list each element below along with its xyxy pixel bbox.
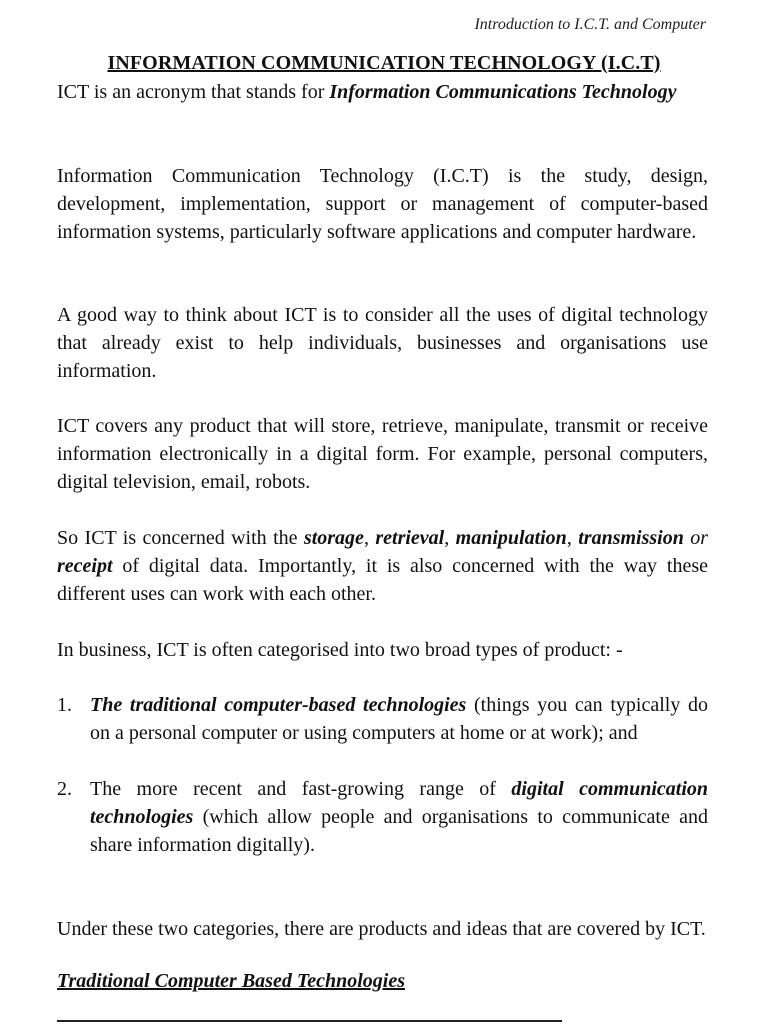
list-number: 1. — [57, 694, 72, 716]
text-run: (which allow people and organisations to communicate and share information digitally). — [90, 806, 708, 856]
list-item-text — [90, 778, 708, 856]
emphasized-text: digital communication technologies — [90, 778, 708, 828]
text-run: Information Communication Technology (I.C.T) is the study, design, development, implementation, support or management of computer-based information systems, particularly software applications and computer hardware. — [57, 165, 708, 243]
section-subheading: Traditional Computer Based Technologies — [57, 970, 405, 992]
text-run: The more recent and fast-growing range of — [90, 778, 512, 800]
emphasized-text: manipulation — [455, 527, 567, 549]
emphasized-text: receipt — [57, 555, 113, 577]
emphasized-text: The traditional computer-based technologies — [90, 694, 467, 716]
emphasized-text: Information Communications Technology — [329, 81, 677, 103]
emphasized-text: or — [683, 527, 709, 549]
page-title: INFORMATION COMMUNICATION TECHNOLOGY (I.C.T) — [107, 52, 661, 74]
text-run: A good way to think about ICT is to consider all the uses of digital technology that already exist to help individuals, businesses and organisations use information. — [57, 304, 708, 382]
paragraph-definition — [57, 162, 708, 246]
paragraph-categories — [57, 915, 708, 943]
text-run: So ICT is concerned with the — [57, 527, 304, 549]
list-item-text — [90, 694, 708, 744]
text-run: ICT is an acronym that stands for — [57, 81, 330, 103]
paragraph-concerns — [57, 524, 708, 608]
text-run: ICT covers any product that will store, retrieve, manipulate, transmit or receive information electronically in a digital form. For example, personal computers, digital television, email, robots. — [57, 415, 708, 493]
paragraph-acronym — [57, 78, 708, 106]
emphasized-text: transmission — [578, 527, 684, 549]
running-header: Introduction to I.C.T. and Computer — [474, 16, 706, 33]
emphasized-text: storage — [303, 527, 364, 549]
text-run: , — [566, 527, 579, 549]
table-top-border — [57, 1020, 562, 1022]
emphasized-text: retrieval — [375, 527, 445, 549]
list-item — [57, 775, 708, 859]
text-run: of digital data. Importantly, it is also concerned with the way these different uses can work with each other. — [57, 555, 708, 605]
product-type-list — [57, 691, 708, 859]
text-run: , — [444, 527, 456, 549]
text-run: , — [363, 527, 376, 549]
paragraph-digital-uses — [57, 301, 708, 385]
paragraph-business-types — [57, 636, 708, 664]
list-number: 2. — [57, 778, 72, 800]
text-run: (things you can typically do on a personal computer or using computers at home or at work); and — [90, 694, 708, 744]
paragraph-coverage — [57, 412, 708, 496]
text-run: In business, ICT is often categorised into two broad types of product: - — [57, 639, 623, 661]
list-item — [57, 691, 708, 747]
text-run: Under these two categories, there are products and ideas that are covered by ICT. — [57, 918, 706, 940]
